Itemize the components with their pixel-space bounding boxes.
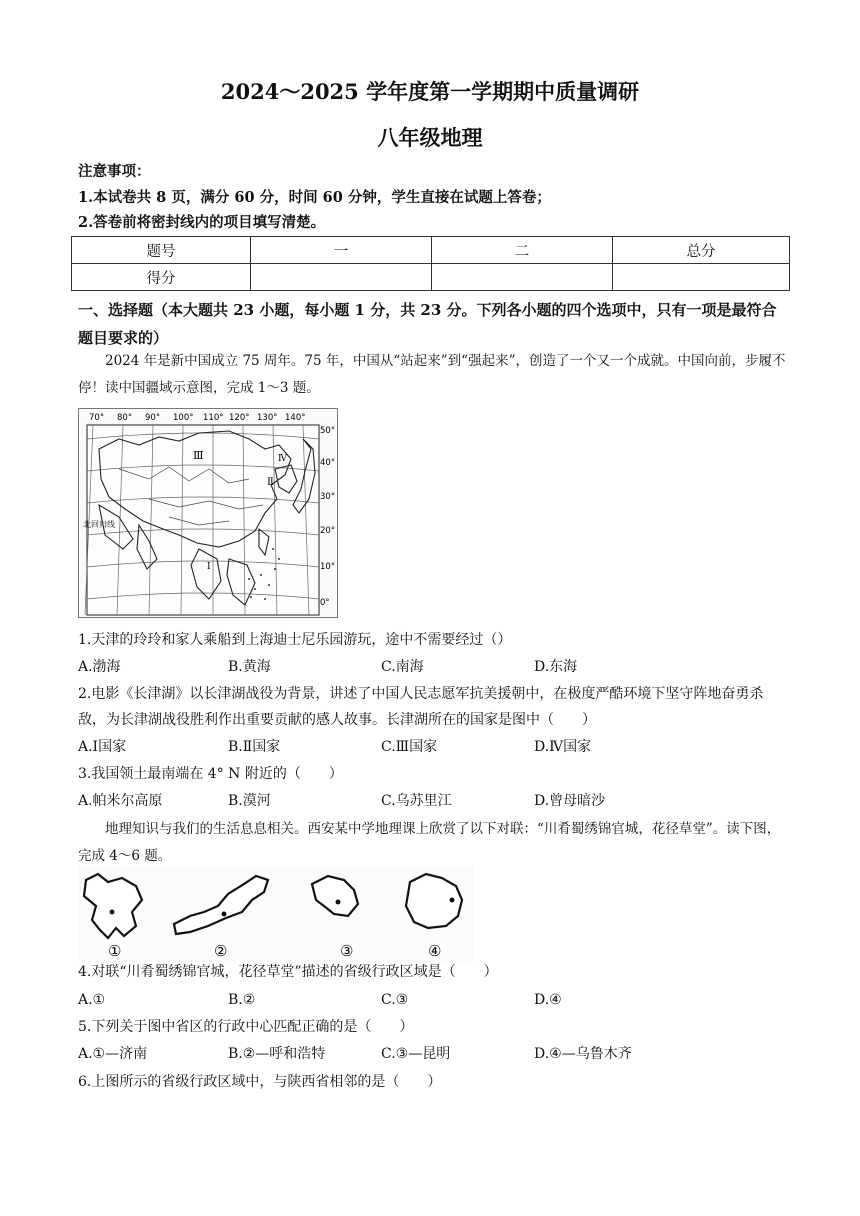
map-lat-label: 20° (320, 526, 336, 536)
map-region-label: Ⅱ (267, 477, 274, 488)
option[interactable]: A.① (78, 992, 106, 1008)
map-lon-label: 130° (257, 413, 278, 423)
notice-item-1: 1.本试卷共 8 页，满分 60 分，时间 60 分钟，学生直接在试题上答卷； (78, 189, 551, 206)
map-lon-label: 140° (285, 413, 306, 423)
question-2-options (78, 734, 790, 760)
question-4-options (78, 987, 790, 1013)
option[interactable]: B.黄海 (228, 659, 271, 675)
score-table (71, 236, 790, 291)
score-header-cell: 二 (432, 237, 613, 264)
map-region-label: Ⅲ (193, 449, 204, 462)
score-cell[interactable] (432, 264, 613, 291)
question-3-options (78, 788, 790, 814)
map-lon-label: 120° (229, 413, 250, 423)
question-5-options (78, 1041, 790, 1067)
section-heading: 一、选择题（本大题共 23 小题，每小题 1 分，共 23 分。下列各小题的四个选项中，只有一项是最符合题目要求的） (78, 301, 777, 347)
province-outlines-figure (78, 866, 474, 962)
province-label: ② (214, 942, 228, 960)
score-header-cell: 总分 (613, 237, 790, 264)
map-region-label: Ⅰ (207, 562, 211, 572)
china-territory-map (78, 408, 338, 618)
map-lat-label: 40° (320, 458, 336, 468)
intro-paragraph-1: 2024 年是新中国成立 75 周年。75 年，中国从“站起来”到“强起来”，创造了一个又一个成就。中国向前，步履不停！读中国疆域示意图，完成 1～3 题。 (78, 353, 786, 396)
question-3-stem: 3.我国领土最南端在 4° N 附近的（ ） (78, 766, 343, 782)
option[interactable]: D.④—乌鲁木齐 (534, 1046, 632, 1062)
option[interactable]: D.曾母暗沙 (534, 793, 606, 809)
intro-paragraph-2: 地理知识与我们的生活息息相关。西安某中学地理课上欣赏了以下对联：“川肴蜀绣锦官城，花径草堂”。读下图，完成 4～6 题。 (78, 821, 781, 864)
notice-heading: 注意事项： (78, 163, 151, 180)
question-6-stem: 6.上图所示的省级行政区域中，与陕西省相邻的是（ ） (78, 1074, 442, 1090)
score-header-cell: 一 (251, 237, 432, 264)
score-row-label: 得分 (72, 264, 251, 291)
option[interactable]: D.④ (534, 992, 562, 1008)
question-5-stem: 5.下列关于图中省区的行政中心匹配正确的是（ ） (78, 1019, 414, 1035)
option[interactable]: B.漠河 (228, 793, 271, 809)
option[interactable]: A.①—济南 (78, 1046, 148, 1062)
option[interactable]: C.③ (381, 992, 409, 1008)
score-table-header-row (72, 237, 790, 264)
map-lon-label: 100° (173, 413, 194, 423)
option[interactable]: A.Ⅰ国家 (78, 739, 127, 755)
map-lon-label: 80° (117, 413, 133, 423)
exam-subtitle: 八年级地理 (377, 125, 483, 150)
map-lat-label: 30° (320, 492, 336, 502)
map-lon-label: 70° (89, 413, 105, 423)
province-label: ④ (428, 942, 442, 960)
option[interactable]: B.② (228, 992, 256, 1008)
map-region-label: Ⅳ (278, 454, 287, 464)
map-lat-label: 10° (320, 562, 336, 572)
map-lat-label: 0° (320, 598, 330, 608)
map-tropic-label: 北回归线 (83, 520, 115, 529)
map-lat-label: 50° (320, 426, 336, 436)
province-label: ① (108, 942, 122, 960)
option[interactable]: C.Ⅲ国家 (381, 739, 438, 755)
option[interactable]: D.东海 (534, 659, 578, 675)
exam-title: 2024～2025 学年度第一学期期中质量调研 (220, 79, 640, 104)
question-1-options (78, 654, 790, 680)
map-lon-label: 90° (145, 413, 161, 423)
score-cell[interactable] (613, 264, 790, 291)
option[interactable]: C.乌苏里江 (381, 793, 452, 809)
notice-item-2: 2.答卷前将密封线内的项目填写清楚。 (78, 214, 326, 231)
province-graphic (78, 866, 474, 962)
score-table-row (72, 264, 790, 291)
question-4-stem: 4.对联“川肴蜀绣锦官城，花径草堂”描述的省级行政区域是（ ） (78, 964, 498, 980)
score-cell[interactable] (251, 264, 432, 291)
option[interactable]: C.南海 (381, 659, 424, 675)
option[interactable]: C.③—昆明 (381, 1046, 451, 1062)
option[interactable]: D.Ⅳ国家 (534, 739, 592, 755)
score-header-cell: 题号 (72, 237, 251, 264)
province-label: ③ (340, 942, 354, 960)
option[interactable]: B.Ⅱ国家 (228, 739, 281, 755)
map-lon-label: 110° (203, 413, 224, 423)
question-2-stem: 2.电影《长津湖》以长津湖战役为背景，讲述了中国人民志愿军抗美援朝中，在极度严酷环境下坚守阵地奋勇杀敌，为长津湖战役胜利作出重要贡献的感人故事。长津湖所在的国家是图中（ ） (78, 686, 764, 728)
option[interactable]: A.渤海 (78, 659, 121, 675)
option[interactable]: A.帕米尔高原 (78, 793, 163, 809)
question-1-stem: 1.天津的玲玲和家人乘船到上海迪士尼乐园游玩，途中不需要经过（） (78, 632, 512, 648)
map-graphic (79, 409, 337, 617)
option[interactable]: B.②—呼和浩特 (228, 1046, 326, 1062)
